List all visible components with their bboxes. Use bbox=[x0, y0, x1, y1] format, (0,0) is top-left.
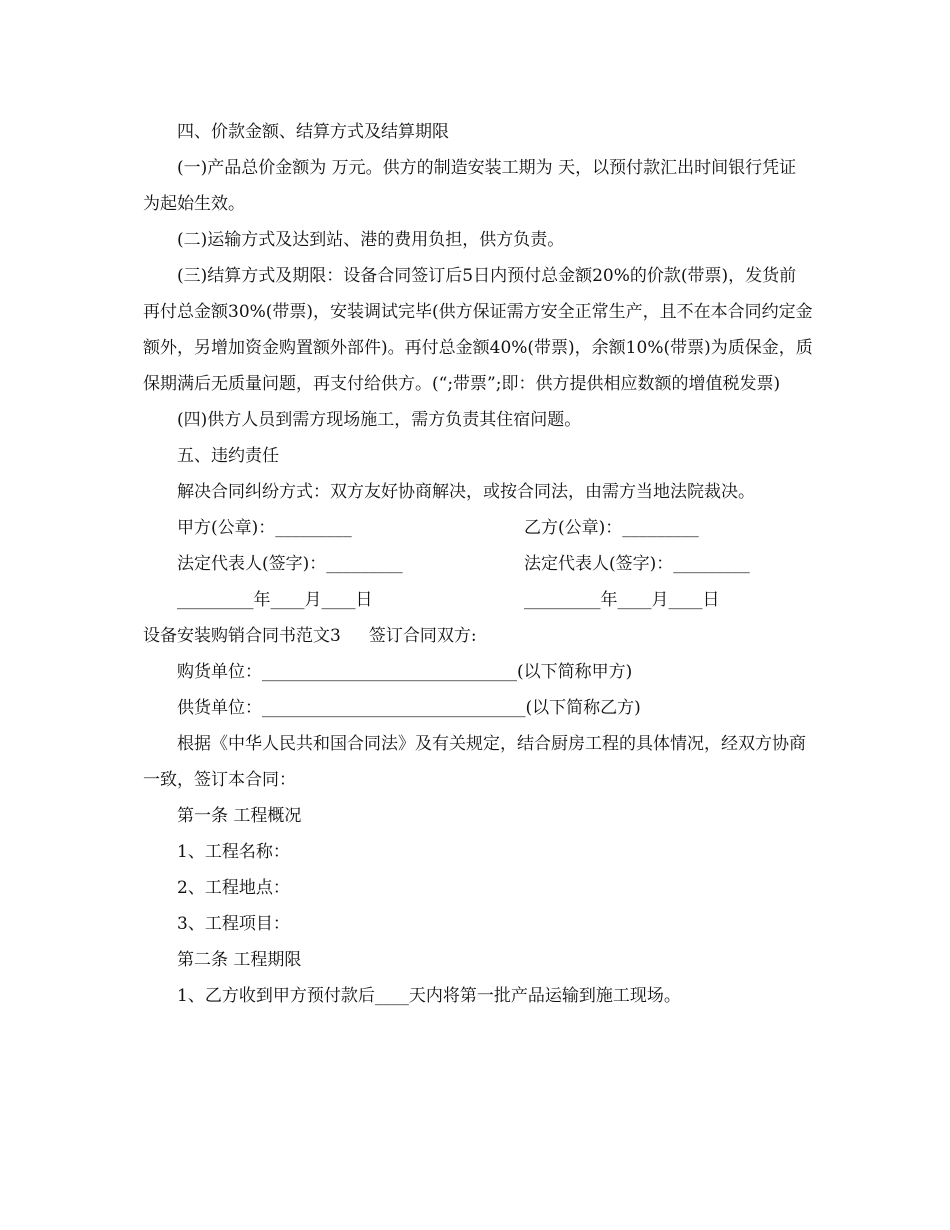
section-4-clause-2: (二)运输方式及达到站、港的费用负担，供方负责。 bbox=[177, 230, 565, 250]
signature-row-seal bbox=[143, 510, 813, 546]
signature-row-representative bbox=[143, 546, 813, 582]
party-a-date: _________年____月____日 bbox=[177, 590, 373, 610]
party-b-seal: 乙方(公章)：_________ bbox=[524, 518, 699, 538]
contract-body bbox=[143, 114, 813, 1014]
party-b-date: _________年____月____日 bbox=[524, 590, 720, 610]
article-2-title: 第二条 工程期限 bbox=[177, 950, 302, 970]
sample-3-title: 设备安装购销合同书范文3 bbox=[143, 626, 341, 646]
article-1-item-2: 2、工程地点： bbox=[177, 878, 290, 898]
section-5-title: 五、违约责任 bbox=[177, 446, 279, 466]
supplier-line: 供货单位：_______________________________(以下简称乙方) bbox=[177, 698, 641, 718]
article-1-item-3: 3、工程项目： bbox=[177, 914, 290, 934]
section-4-clause-3: (三)结算方式及期限：设备合同签订后5日内预付总金额20%的价款(带票)，发货前再付总金额30%(带票)，安装调试完毕(供方保证需方安全正常生产，且不在本合同约定金额外，另增加资金购置额外部件)。再付总金额40%(带票)，余额10%(带票)为质保金，质保期满后无质量问题，再支付给供方。(“;带票”;即：供方提供相应数额的增值税发票) bbox=[143, 266, 813, 394]
article-1-item-1: 1、工程名称： bbox=[177, 842, 290, 862]
dispute-resolution-text: 解决合同纠纷方式：双方友好协商解决，或按合同法，由需方当地法院裁决。 bbox=[177, 482, 755, 502]
section-4-clause-4: (四)供方人员到需方现场施工，需方负责其住宿问题。 bbox=[177, 410, 582, 430]
contract-intro: 根据《中华人民共和国合同法》及有关规定，结合厨房工程的具体情况，经双方协商一致，签订本合同： bbox=[143, 734, 806, 790]
party-b-representative: 法定代表人(签字)：_________ bbox=[524, 554, 750, 574]
party-a-seal: 甲方(公章)：_________ bbox=[177, 518, 352, 538]
section-4-clause-1: (一)产品总价金额为 万元。供方的制造安装工期为 天，以预付款汇出时间银行凭证为起始生效。 bbox=[143, 158, 797, 214]
section-4-title: 四、价款金额、结算方式及结算期限 bbox=[177, 122, 449, 142]
sample-3-heading bbox=[143, 618, 813, 654]
article-1-title: 第一条 工程概况 bbox=[177, 806, 302, 826]
party-a-representative: 法定代表人(签字)：_________ bbox=[177, 554, 403, 574]
contract-parties-label: 签订合同双方: bbox=[368, 626, 477, 646]
buyer-line: 购货单位：______________________________(以下简称甲方) bbox=[177, 662, 633, 682]
signature-row-date bbox=[143, 582, 813, 618]
article-2-item-1: 1、乙方收到甲方预付款后____天内将第一批产品运输到施工现场。 bbox=[177, 986, 681, 1006]
